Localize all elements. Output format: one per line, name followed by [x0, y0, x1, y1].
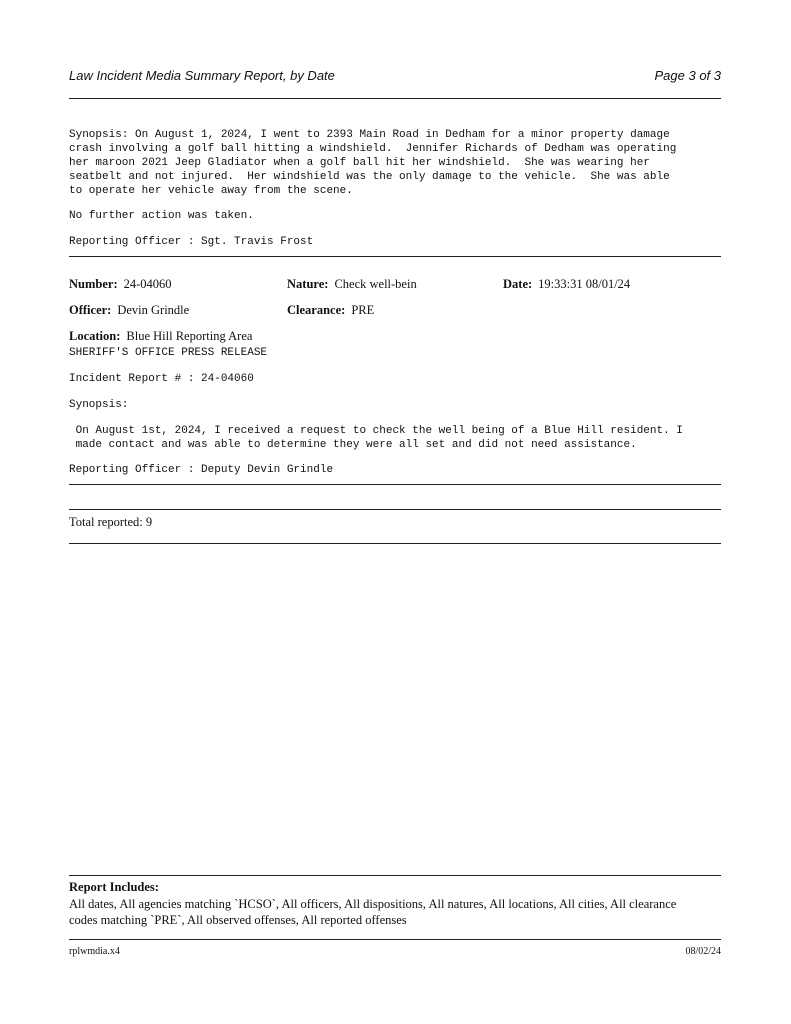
- report-includes-text: [69, 896, 729, 928]
- incident-synopsis: [69, 424, 683, 452]
- date-label: Date:: [503, 277, 533, 291]
- total-divider-top: [69, 509, 721, 510]
- date-field: [503, 277, 630, 292]
- officer-value: Devin Grindle: [117, 303, 190, 317]
- prev-synopsis: [69, 128, 676, 198]
- page-number: Page 3 of 3: [654, 68, 721, 83]
- number-value: 24-04060: [123, 277, 172, 291]
- clearance-value: PRE: [351, 303, 375, 317]
- footer-divider: [69, 939, 721, 940]
- nature-field: [287, 277, 417, 292]
- prev-synopsis-line: Synopsis: On August 1, 2024, I went to 2393 Main Road in Dedham for a minor property damage: [69, 129, 670, 141]
- press-release-text: SHERIFF'S OFFICE PRESS RELEASE: [69, 347, 268, 359]
- clearance-label: Clearance:: [287, 303, 346, 317]
- nature-value: Check well-bein: [334, 277, 417, 291]
- synopsis-line: On August 1st, 2024, I received a request to check the well being of a Blue Hill resident. I: [69, 425, 683, 437]
- date-value: 19:33:31 08/01/24: [538, 277, 631, 291]
- number-field: [69, 277, 172, 292]
- report-includes-label: Report Includes:: [69, 880, 159, 894]
- report-includes-line: codes matching `PRE`, All observed offenses, All reported offenses: [69, 913, 407, 927]
- prev-synopsis-line: crash involving a golf ball hitting a windshield. Jennifer Richards of Dedham was operating: [69, 143, 677, 155]
- reporting-officer: Reporting Officer : Deputy Devin Grindle: [69, 464, 334, 476]
- report-includes-line: All dates, All agencies matching `HCSO`, All officers, All dispositions, All natures, All locations, All cities, All clearance: [69, 897, 677, 911]
- officer-field: [69, 303, 189, 318]
- prev-synopsis-line: her maroon 2021 Jeep Gladiator when a golf ball hit her windshield. She was wearing her: [69, 157, 650, 169]
- header-divider: [69, 98, 721, 99]
- prev-synopsis-line: to operate her vehicle away from the scene.: [69, 185, 353, 197]
- clearance-field: [287, 303, 374, 318]
- number-label: Number:: [69, 277, 118, 291]
- nature-label: Nature:: [287, 277, 329, 291]
- report-title: Law Incident Media Summary Report, by Date: [69, 68, 335, 83]
- synopsis-label: Synopsis:: [69, 399, 129, 411]
- total-reported: Total reported: 9: [69, 515, 153, 529]
- prev-synopsis-line: seatbelt and not injured. Her windshield was the only damage to the vehicle. She was able: [69, 171, 670, 183]
- section-divider: [69, 484, 721, 485]
- synopsis-line: made contact and was able to determine they were all set and did not need assistance.: [69, 439, 637, 451]
- incident-report-number: Incident Report # : 24-04060: [69, 373, 254, 385]
- footer-file-name: rplwmdia.x4: [69, 946, 120, 957]
- prev-reporting-officer: Reporting Officer : Sgt. Travis Frost: [69, 236, 314, 248]
- location-label: Location:: [69, 329, 121, 343]
- location-value: Blue Hill Reporting Area: [126, 329, 253, 343]
- footer-date: 08/02/24: [685, 946, 721, 957]
- officer-label: Officer:: [69, 303, 112, 317]
- total-divider-bottom: [69, 543, 721, 544]
- location-field: [69, 329, 252, 344]
- includes-divider: [69, 875, 721, 876]
- prev-action-text: No further action was taken.: [69, 210, 254, 222]
- incident-divider: [69, 256, 721, 257]
